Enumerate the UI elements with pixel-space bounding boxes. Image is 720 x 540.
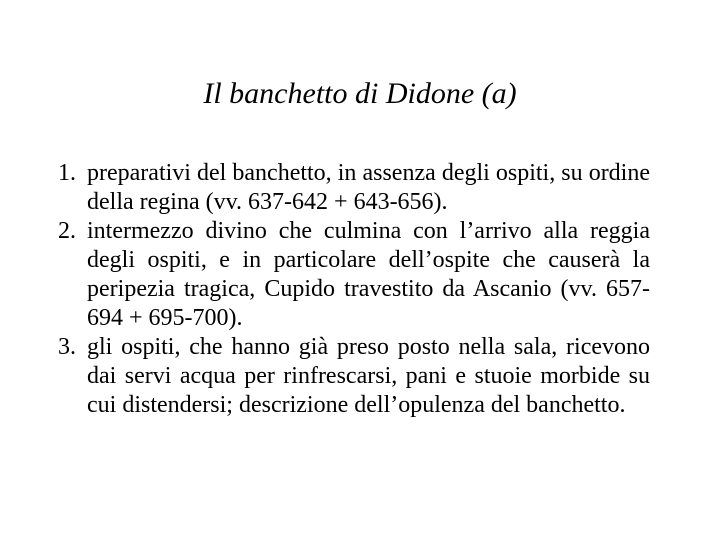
list-item — [58, 217, 650, 333]
slide-title: Il banchetto di Didone (a) — [203, 77, 517, 110]
list-item-text: gli ospiti, che hanno già preso posto nella sala, ricevono dai servi acqua per rinfrescarsi, pani e stuoie morbide su cui distendersi; descrizione dell’opulenza del banchetto. — [87, 334, 650, 418]
list-item-number: 1. — [58, 160, 76, 186]
list-item — [58, 333, 650, 420]
list-item-number: 2. — [58, 218, 76, 244]
list-item-text: preparativi del banchetto, in assenza degli ospiti, su ordine della regina (vv. 637-642 + 643-656). — [87, 160, 650, 215]
numbered-list — [58, 159, 650, 420]
list-item — [58, 159, 650, 217]
list-item-number: 3. — [58, 334, 76, 360]
list-item-text: intermezzo divino che culmina con l’arrivo alla reggia degli ospiti, e in particolare dell’ospite che causerà la peripezia tragica, Cupido travestito da Ascanio (vv. 657-694 + 695-700). — [87, 218, 650, 331]
